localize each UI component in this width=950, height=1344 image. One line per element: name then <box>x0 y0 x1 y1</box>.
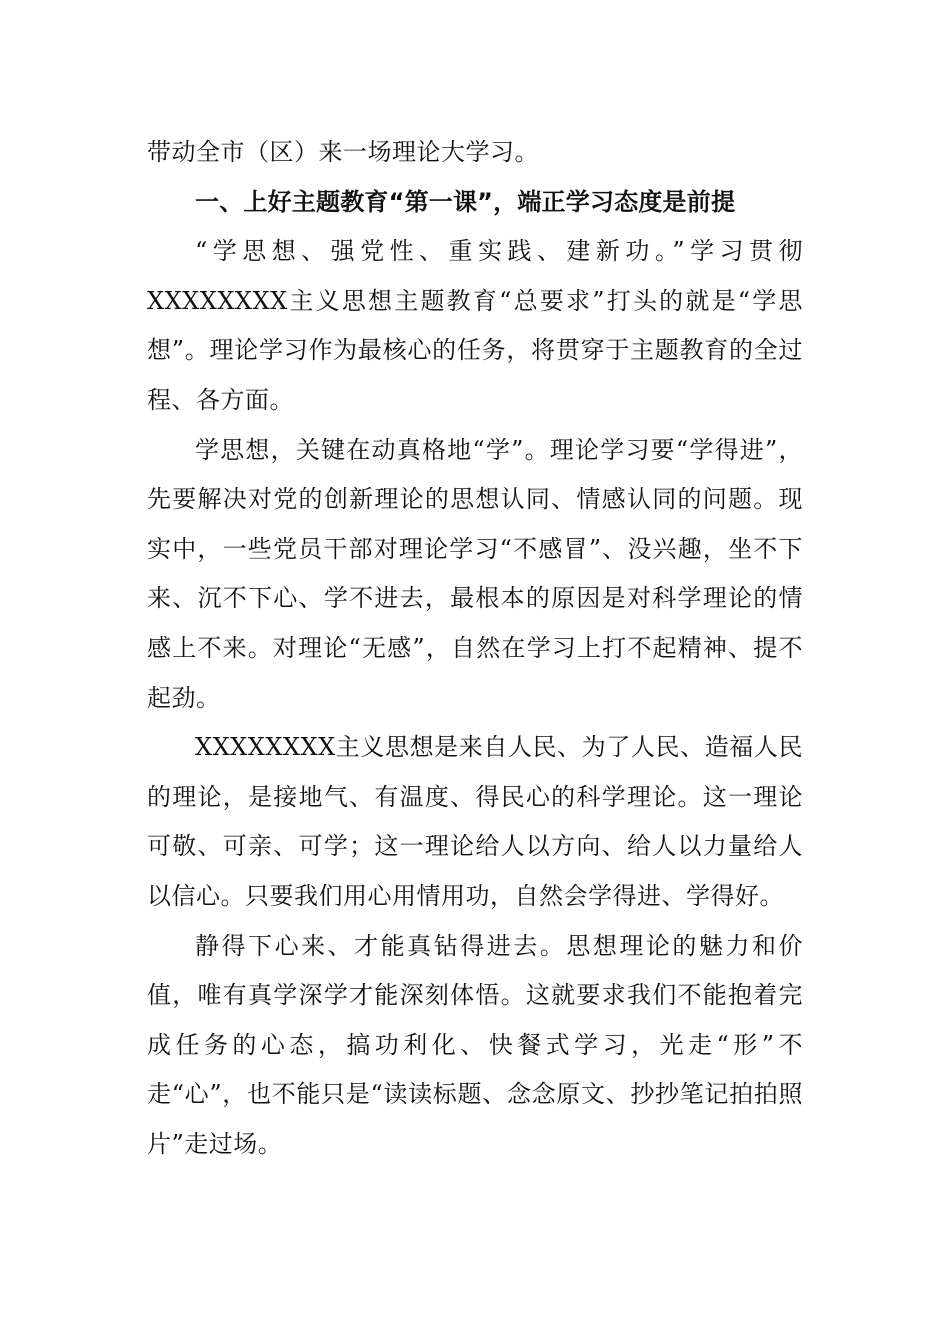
document-page <box>147 128 803 1169</box>
paragraph: XXXXXXXX主义思想是来自人民、为了人民、造福人民的理论，是接地气、有温度、得民心的科学理论。这一理论可敬、可亲、可学；这一理论给人以方向、给人以力量给人以信心。只要我们用心用情用功，自然会学得进、学得好。 <box>147 733 803 910</box>
paragraph-continuation: 带动全市（区）来一场理论大学习。 <box>147 138 539 166</box>
paragraph: 静得下心来、才能真钻得进去。思想理论的魅力和价值，唯有真学深学才能深刻体悟。这就要求我们不能抱着完成任务的心态，搞功利化、快餐式学习，光走“形”不走“心”，也不能只是“读读标题、念念原文、抄抄笔记拍拍照片”走过场。 <box>147 931 803 1158</box>
paragraph: 学思想，关键在动真格地“学”。理论学习要“学得进”，先要解决对党的创新理论的思想认同、情感认同的问题。现实中，一些党员干部对理论学习“不感冒”、没兴趣，坐不下来、沉不下心、学不进去，最根本的原因是对科学理论的情感上不来。对理论“无感”，自然在学习上打不起精神、提不起劲。 <box>147 435 803 712</box>
section-heading: 一、上好主题教育“第一课”，端正学习态度是前提 <box>195 187 736 216</box>
paragraph: “学思想、强党性、重实践、建新功。”学习贯彻XXXXXXXX主义思想主题教育“总要求”打头的就是“学思想”。理论学习作为最核心的任务，将贯穿于主题教育的全过程、各方面。 <box>147 237 803 414</box>
